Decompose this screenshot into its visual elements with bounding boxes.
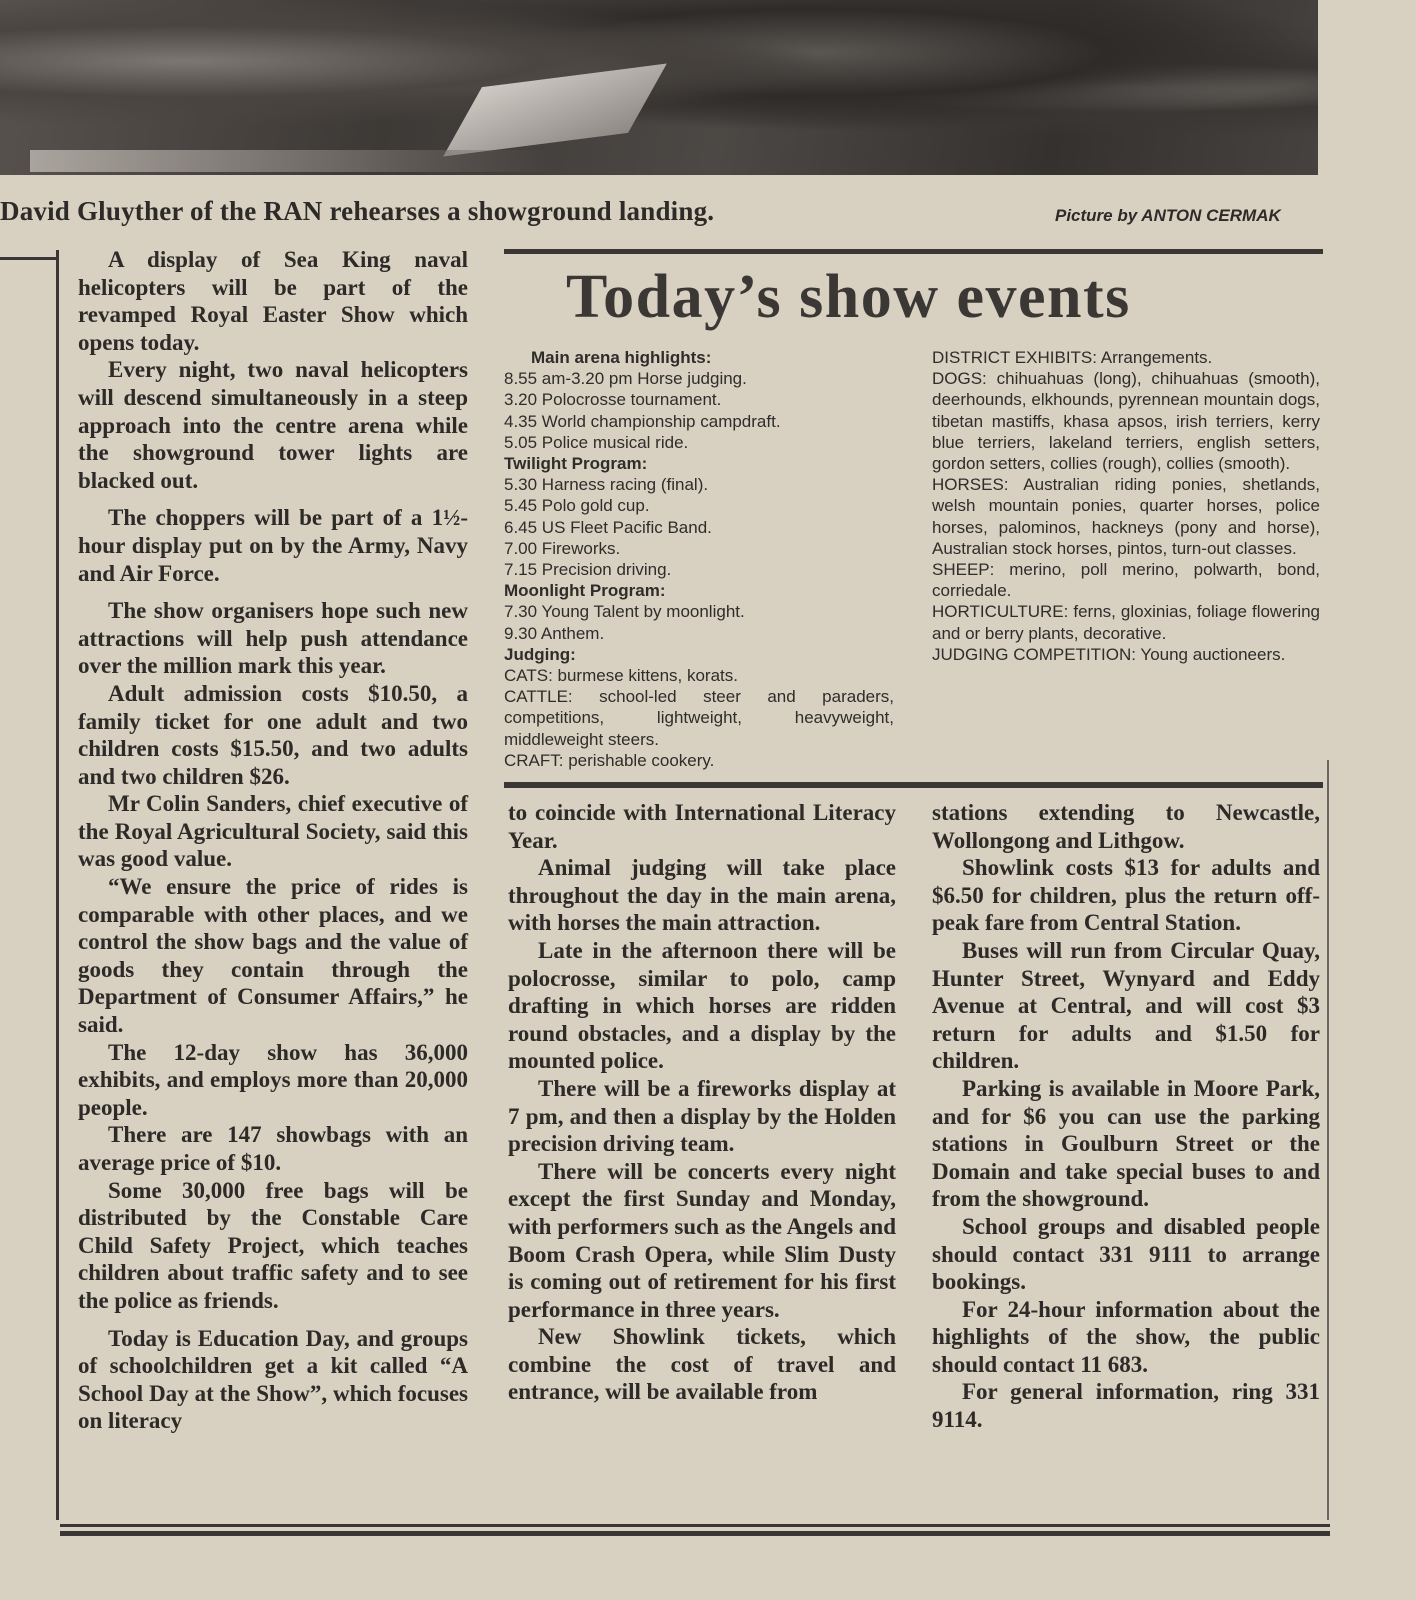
photo-highlight <box>443 64 667 157</box>
box-top-rule <box>504 249 1323 254</box>
paragraph: Parking is available in Moore Park, and for $6 you can use the parking stations in Goulburn Street or the Domain and take special buses to and from the showground. <box>932 1075 1320 1212</box>
paragraph: New Showlink tickets, which combine the cost of travel and entrance, will be available from <box>508 1324 896 1405</box>
event-item: 6.45 US Fleet Pacific Band. <box>504 517 712 537</box>
paragraph: Mr Colin Sanders, chief executive of the Royal Agricultural Society, said this was good value. <box>78 791 468 872</box>
event-item: 5.45 Polo gold cup. <box>504 496 650 516</box>
paragraph: Some 30,000 free bags will be distributed by the Constable Care Child Safety Project, which teaches children about traffic safety and to see the police as friends. <box>78 1177 468 1313</box>
judging-item: SHEEP: merino, poll merino, polwarth, bond, corriedale. <box>932 560 1320 601</box>
paragraph: The choppers will be part of a 1½-hour display put on by the Army, Navy and Air Force. <box>78 505 468 586</box>
paragraph: The show organisers hope such new attractions will help push attendance over the million mark this year. <box>78 598 468 679</box>
helicopter-photo <box>0 0 1318 175</box>
events-title: Today’s show events <box>566 263 1131 331</box>
paragraph: Today is Education Day, and groups of schoolchildren get a kit called “A School Day at the Show”, which focuses on literacy <box>78 1325 468 1434</box>
events-heading: Judging: <box>504 644 576 664</box>
events-heading: Twilight Program: <box>504 454 648 474</box>
paragraph: The 12-day show has 36,000 exhibits, and employs more than 20,000 people. <box>78 1039 468 1120</box>
column-rule <box>0 257 58 260</box>
paragraph: Late in the afternoon there will be polocrosse, similar to polo, camp drafting in which horses are ridden round obstacles, and a display by the mounted police. <box>508 937 896 1074</box>
judging-item: CATTLE: school-led steer and paraders, competitions, lightweight, heavyweight, middleweight steers. <box>504 687 894 749</box>
judging-item: HORTICULTURE: ferns, gloxinias, foliage flowering and or berry plants, decorative. <box>932 602 1320 643</box>
judging-item: DOGS: chihuahuas (long), chihuahuas (smooth), deerhounds, elkhounds, pyrennean mountain dogs, tibetan mastiffs, khasa apsos, irish terriers, kerry blue terriers, lakeland terriers, english setters, gordon setters, collies (rough), collies (smooth). <box>932 369 1320 474</box>
paragraph: A display of Sea King naval helicopters will be part of the revamped Royal Easter Show which opens today. <box>78 247 468 355</box>
paragraph: There are 147 showbags with an average price of $10. <box>78 1122 468 1175</box>
event-item: 5.05 Police musical ride. <box>504 432 689 452</box>
judging-item: JUDGING COMPETITION: Young auctioneers. <box>932 644 1286 664</box>
column-rule <box>56 250 59 1520</box>
paragraph: “We ensure the price of rides is comparable with other places, and we control the show bags and the value of goods they contain through the Department of Consumer Affairs,” he said. <box>78 874 468 1038</box>
photo-caption: David Gluyther of the RAN rehearses a showground landing. <box>0 196 715 226</box>
event-item: 7.30 Young Talent by moonlight. <box>504 602 745 622</box>
article-column-3 <box>932 799 1320 1434</box>
events-heading: Main arena highlights: <box>531 348 712 367</box>
event-item: 5.30 Harness racing (final). <box>504 475 709 495</box>
event-item: 7.00 Fireworks. <box>504 538 621 558</box>
events-heading: Moonlight Program: <box>504 581 666 601</box>
paragraph: Buses will run from Circular Quay, Hunter Street, Wynyard and Eddy Avenue at Central, and will cost $3 return for adults and $1.50 for children. <box>932 937 1320 1074</box>
article-column-2 <box>508 799 896 1406</box>
page-rule <box>60 1531 1330 1536</box>
paragraph: There will be concerts every night except the first Sunday and Monday, with performers such as the Angels and Boom Crash Opera, while Slim Dusty is coming out of retirement for his first performance in three years. <box>508 1158 896 1322</box>
judging-item: CATS: burmese kittens, korats. <box>504 666 738 686</box>
paragraph: There will be a fireworks display at 7 pm, and then a display by the Holden precision driving team. <box>508 1075 896 1157</box>
event-item: 9.30 Anthem. <box>504 623 605 643</box>
judging-item: DISTRICT EXHIBITS: Arrangements. <box>932 348 1213 367</box>
event-item: 7.15 Precision driving. <box>504 560 672 580</box>
column-rule <box>1327 760 1329 1520</box>
paragraph: stations extending to Newcastle, Wollongong and Lithgow. <box>932 800 1320 853</box>
judging-item: HORSES: Australian riding ponies, shetlands, welsh mountain ponies, quarter horses, police horses, palominos, hackneys (pony and horse), Australian stock horses, pintos, turn-out classes. <box>932 475 1320 558</box>
paragraph: For general information, ring 331 9114. <box>932 1379 1320 1433</box>
photo-credit: Picture by ANTON CERMAK <box>1055 206 1281 225</box>
events-list-right <box>932 347 1320 665</box>
event-item: 3.20 Polocrosse tournament. <box>504 390 722 410</box>
paragraph: For 24-hour information about the highlights of the show, the public should contact 11 683. <box>932 1296 1320 1377</box>
article-column-1 <box>78 246 468 1435</box>
paragraph: Every night, two naval helicopters will descend simultaneously in a steep approach into the centre arena while the showground tower lights are blacked out. <box>78 357 468 493</box>
page-rule <box>60 1524 1330 1527</box>
box-bottom-rule <box>504 782 1323 788</box>
events-list-left <box>504 347 894 771</box>
event-item: 4.35 World championship campdraft. <box>504 411 781 431</box>
paragraph: Animal judging will take place throughout the day in the main arena, with horses the main attraction. <box>508 855 896 936</box>
paragraph: Adult admission costs $10.50, a family ticket for one adult and two children costs $15.50, and two adults and two children $26. <box>78 680 468 789</box>
event-item: 8.55 am-3.20 pm Horse judging. <box>504 369 747 389</box>
paragraph: School groups and disabled people should contact 331 9111 to arrange bookings. <box>932 1213 1320 1295</box>
paragraph: to coincide with International Literacy Year. <box>508 800 896 853</box>
paragraph: Showlink costs $13 for adults and $6.50 for children, plus the return off-peak fare from Central Station. <box>932 855 1320 936</box>
photo-strip <box>30 150 550 172</box>
judging-item: CRAFT: perishable cookery. <box>504 750 715 770</box>
